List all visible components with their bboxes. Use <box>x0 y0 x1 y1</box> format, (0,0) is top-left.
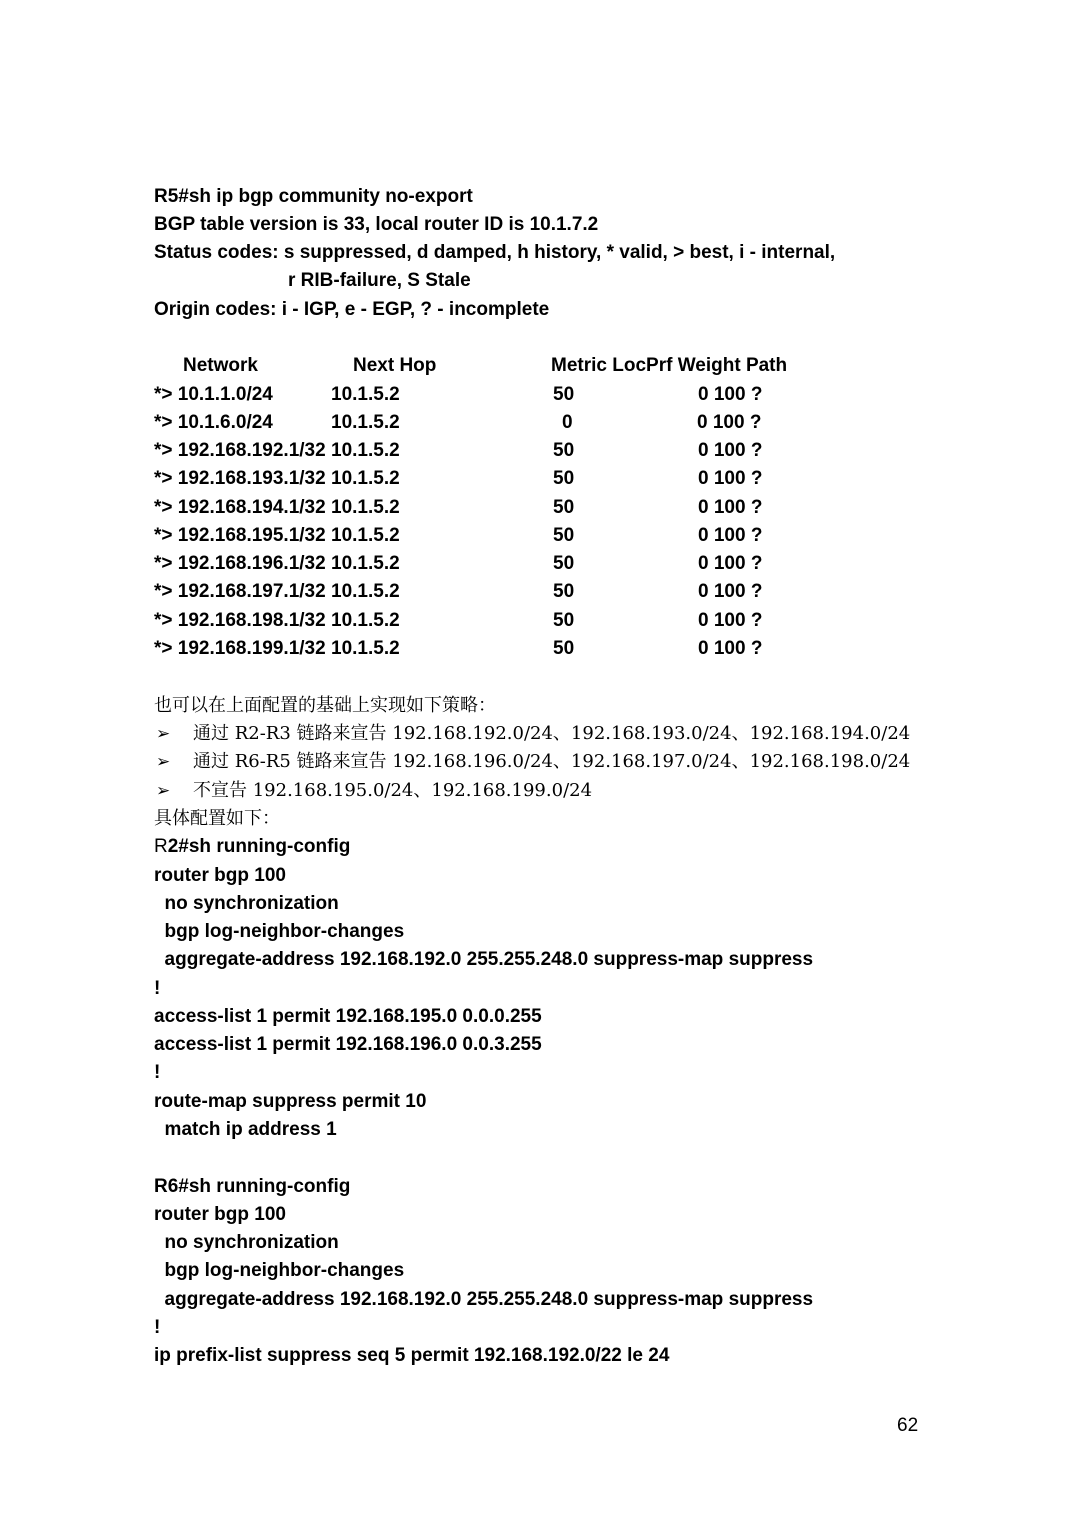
row-path: 0 100 ? <box>698 553 763 574</box>
row-next-hop: 10.1.5.2 <box>331 384 400 405</box>
row-metric: 50 <box>553 384 575 405</box>
config-line: ip prefix-list suppress seq 5 permit 192.168.192.0/22 le 24 <box>154 1345 670 1366</box>
row-path: 0 100 ? <box>698 468 763 489</box>
row-next-hop: 10.1.5.2 <box>331 468 400 489</box>
row-metric: 50 <box>553 553 575 574</box>
row-path: 0 100 ? <box>698 638 763 659</box>
r2-prompt-command: 2#sh running-config <box>167 836 351 857</box>
row-network: *> 192.168.193.1/32 <box>154 468 326 489</box>
col-header-metrics: Metric LocPrf Weight Path <box>551 355 788 376</box>
row-metric: 50 <box>553 638 575 659</box>
config-line: router bgp 100 <box>154 865 286 886</box>
policy-bullet: 通过 R2-R3 链路来宣告 192.168.192.0/24、192.168.193.0/24、192.168.194.0/24 <box>193 723 911 744</box>
r2-prompt-prefix: R <box>154 836 168 857</box>
config-line: ! <box>154 1062 161 1083</box>
config-line: access-list 1 permit 192.168.196.0 0.0.3.255 <box>154 1034 542 1055</box>
row-network: *> 10.1.6.0/24 <box>154 412 273 433</box>
row-network: *> 10.1.1.0/24 <box>154 384 273 405</box>
row-path: 0 100 ? <box>698 497 763 518</box>
config-line: R6#sh running-config <box>154 1176 351 1197</box>
page-number: 62 <box>897 1415 919 1436</box>
row-network: *> 192.168.196.1/32 <box>154 553 326 574</box>
config-line: ! <box>154 978 161 999</box>
config-line: no synchronization <box>154 893 339 914</box>
config-line: aggregate-address 192.168.192.0 255.255.248.0 suppress-map suppress <box>154 949 814 970</box>
bullet-arrow-icon: ➢ <box>156 724 171 744</box>
policy-bullet: 通过 R6-R5 链路来宣告 192.168.196.0/24、192.168.197.0/24、192.168.198.0/24 <box>193 751 911 772</box>
row-path: 0 100 ? <box>698 581 763 602</box>
row-next-hop: 10.1.5.2 <box>331 412 400 433</box>
status-codes-continued: r RIB-failure, S Stale <box>288 270 471 291</box>
row-network: *> 192.168.195.1/32 <box>154 525 326 546</box>
row-metric: 50 <box>553 468 575 489</box>
row-next-hop: 10.1.5.2 <box>331 440 400 461</box>
row-path: 0 100 ? <box>698 440 763 461</box>
config-line: access-list 1 permit 192.168.195.0 0.0.0.255 <box>154 1006 542 1027</box>
config-line: bgp log-neighbor-changes <box>154 921 405 942</box>
row-next-hop: 10.1.5.2 <box>331 638 400 659</box>
row-network: *> 192.168.194.1/32 <box>154 497 326 518</box>
row-metric: 50 <box>553 525 575 546</box>
row-metric: 0 <box>562 412 573 433</box>
config-intro: 具体配置如下： <box>154 808 280 829</box>
row-network: *> 192.168.198.1/32 <box>154 610 326 631</box>
row-path: 0 100 ? <box>698 610 763 631</box>
r2-prompt <box>154 835 350 859</box>
row-next-hop: 10.1.5.2 <box>331 497 400 518</box>
config-line: match ip address 1 <box>154 1119 337 1140</box>
command-line: R5#sh ip bgp community no-export <box>154 186 473 207</box>
policy-intro: 也可以在上面配置的基础上实现如下策略： <box>154 695 496 716</box>
status-codes: Status codes: s suppressed, d damped, h history, * valid, > best, i - internal, <box>154 242 836 263</box>
bgp-table-version: BGP table version is 33, local router ID is 10.1.7.2 <box>154 214 599 235</box>
row-next-hop: 10.1.5.2 <box>331 581 400 602</box>
row-path: 0 100 ? <box>697 412 762 433</box>
config-line: no synchronization <box>154 1232 339 1253</box>
bullet-arrow-icon: ➢ <box>156 752 171 772</box>
config-line: bgp log-neighbor-changes <box>154 1260 405 1281</box>
config-line: router bgp 100 <box>154 1204 286 1225</box>
row-network: *> 192.168.197.1/32 <box>154 581 326 602</box>
bullet-arrow-icon: ➢ <box>156 781 171 801</box>
row-next-hop: 10.1.5.2 <box>331 553 400 574</box>
row-network: *> 192.168.192.1/32 <box>154 440 326 461</box>
config-line: aggregate-address 192.168.192.0 255.255.248.0 suppress-map suppress <box>154 1289 814 1310</box>
origin-codes: Origin codes: i - IGP, e - EGP, ? - incomplete <box>154 299 550 320</box>
policy-bullet: 不宣告 192.168.195.0/24、192.168.199.0/24 <box>193 780 593 801</box>
row-metric: 50 <box>553 497 575 518</box>
col-header-next-hop: Next Hop <box>353 355 437 376</box>
row-metric: 50 <box>553 610 575 631</box>
config-line: route-map suppress permit 10 <box>154 1091 427 1112</box>
row-next-hop: 10.1.5.2 <box>331 525 400 546</box>
row-network: *> 192.168.199.1/32 <box>154 638 326 659</box>
row-path: 0 100 ? <box>698 384 763 405</box>
config-line: ! <box>154 1317 161 1338</box>
row-metric: 50 <box>553 440 575 461</box>
row-path: 0 100 ? <box>698 525 763 546</box>
row-metric: 50 <box>553 581 575 602</box>
col-header-network: Network <box>183 355 258 376</box>
row-next-hop: 10.1.5.2 <box>331 610 400 631</box>
